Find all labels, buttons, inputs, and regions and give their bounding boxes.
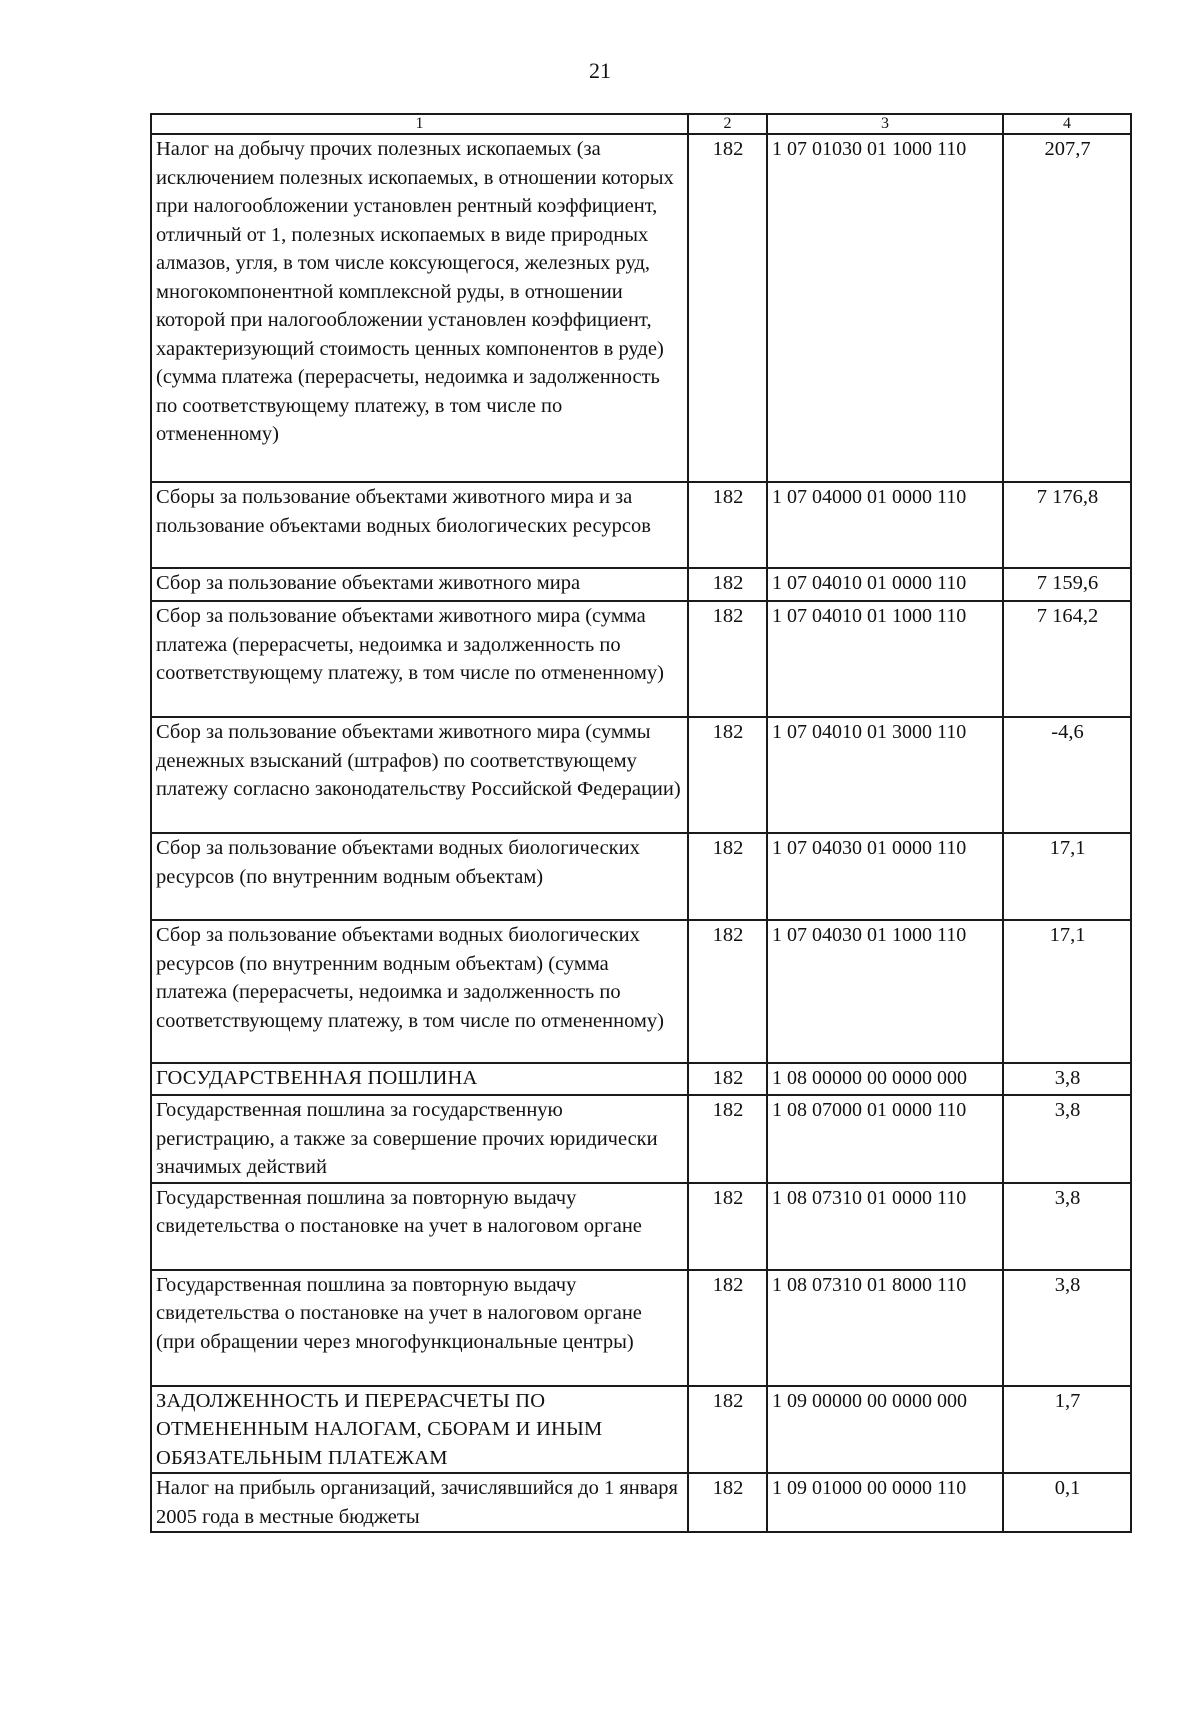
table-row xyxy=(151,1095,1131,1183)
row-amount: 1,7 xyxy=(1003,1386,1131,1474)
row-budget-code: 1 07 01030 01 1000 110 xyxy=(767,134,1003,482)
row-agency-code: 182 xyxy=(688,482,767,568)
row-agency-code: 182 xyxy=(688,1386,767,1474)
row-budget-code: 1 07 04010 01 1000 110 xyxy=(767,601,1003,717)
row-agency-code: 182 xyxy=(688,134,767,482)
row-amount: 17,1 xyxy=(1003,920,1131,1063)
table-row xyxy=(151,1473,1131,1532)
row-name: Сбор за пользование объектами водных биологических ресурсов (по внутренним водным объектам) xyxy=(151,833,688,920)
row-agency-code: 182 xyxy=(688,833,767,920)
row-agency-code: 182 xyxy=(688,1183,767,1270)
row-name: ГОСУДАРСТВЕННАЯ ПОШЛИНА xyxy=(151,1063,688,1095)
row-amount: -4,6 xyxy=(1003,717,1131,833)
table-row xyxy=(151,482,1131,568)
row-budget-code: 1 07 04010 01 3000 110 xyxy=(767,717,1003,833)
header-col-3: 3 xyxy=(767,114,1003,134)
table-row xyxy=(151,134,1131,482)
row-agency-code: 182 xyxy=(688,1095,767,1183)
row-name: ЗАДОЛЖЕННОСТЬ И ПЕРЕРАСЧЕТЫ ПО ОТМЕНЕННЫМ НАЛОГАМ, СБОРАМ И ИНЫМ ОБЯЗАТЕЛЬНЫМ ПЛАТЕЖАМ xyxy=(151,1386,688,1474)
header-col-4: 4 xyxy=(1003,114,1131,134)
row-amount: 207,7 xyxy=(1003,134,1131,482)
table-row xyxy=(151,1270,1131,1386)
row-agency-code: 182 xyxy=(688,1063,767,1095)
row-amount: 7 159,6 xyxy=(1003,568,1131,601)
table-row xyxy=(151,1386,1131,1474)
header-col-1: 1 xyxy=(151,114,688,134)
page-number: 21 xyxy=(589,58,611,83)
row-name: Сбор за пользование объектами животного мира (суммы денежных взысканий (штрафов) по соответствующему платежу согласно законодательству Российской Федерации) xyxy=(151,717,688,833)
table-header-row xyxy=(151,114,1131,134)
row-name: Сбор за пользование объектами водных биологических ресурсов (по внутренним водным объектам) (сумма платежа (перерасчеты, недоимка и задолженность по соответствующему платежу, в том числе по отмененному) xyxy=(151,920,688,1063)
row-amount: 3,8 xyxy=(1003,1270,1131,1386)
row-name: Сбор за пользование объектами животного мира xyxy=(151,568,688,601)
row-amount: 3,8 xyxy=(1003,1183,1131,1270)
row-name: Государственная пошлина за повторную выдачу свидетельства о постановке на учет в налоговом органе (при обращении через многофункциональные центры) xyxy=(151,1270,688,1386)
row-amount: 17,1 xyxy=(1003,833,1131,920)
row-amount: 3,8 xyxy=(1003,1095,1131,1183)
row-budget-code: 1 07 04030 01 1000 110 xyxy=(767,920,1003,1063)
budget-revenue-table xyxy=(150,113,1132,1533)
row-budget-code: 1 08 07000 01 0000 110 xyxy=(767,1095,1003,1183)
row-agency-code: 182 xyxy=(688,717,767,833)
row-name: Налог на добычу прочих полезных ископаемых (за исключением полезных ископаемых, в отношении которых при налогообложении установлен рентный коэффициент, отличный от 1, полезных ископаемых в виде природных алмазов, угля, в том числе коксующегося, железных руд, многокомпонентной комплексной руды, в отношении которой при налогообложении установлен коэффициент, характеризующий стоимость ценных компонентов в руде) (сумма платежа (перерасчеты, недоимка и задолженность по соответствующему платежу, в том числе по отмененному) xyxy=(151,134,688,482)
row-name: Налог на прибыль организаций, зачислявшийся до 1 января 2005 года в местные бюджеты xyxy=(151,1473,688,1532)
row-budget-code: 1 08 07310 01 0000 110 xyxy=(767,1183,1003,1270)
row-amount: 0,1 xyxy=(1003,1473,1131,1532)
table-row xyxy=(151,717,1131,833)
row-name: Государственная пошлина за государственную регистрацию, а также за совершение прочих юридически значимых действий xyxy=(151,1095,688,1183)
row-budget-code: 1 08 00000 00 0000 000 xyxy=(767,1063,1003,1095)
row-budget-code: 1 07 04000 01 0000 110 xyxy=(767,482,1003,568)
row-budget-code: 1 09 01000 00 0000 110 xyxy=(767,1473,1003,1532)
row-agency-code: 182 xyxy=(688,1270,767,1386)
row-name: Сбор за пользование объектами животного мира (сумма платежа (перерасчеты, недоимка и задолженность по соответствующему платежу, в том числе по отмененному) xyxy=(151,601,688,717)
row-agency-code: 182 xyxy=(688,601,767,717)
row-agency-code: 182 xyxy=(688,568,767,601)
header-col-2: 2 xyxy=(688,114,767,134)
table-row xyxy=(151,601,1131,717)
table-row xyxy=(151,920,1131,1063)
row-budget-code: 1 07 04010 01 0000 110 xyxy=(767,568,1003,601)
row-name: Государственная пошлина за повторную выдачу свидетельства о постановке на учет в налоговом органе xyxy=(151,1183,688,1270)
row-budget-code: 1 07 04030 01 0000 110 xyxy=(767,833,1003,920)
row-budget-code: 1 08 07310 01 8000 110 xyxy=(767,1270,1003,1386)
row-budget-code: 1 09 00000 00 0000 000 xyxy=(767,1386,1003,1474)
row-amount: 3,8 xyxy=(1003,1063,1131,1095)
table-row xyxy=(151,833,1131,920)
row-agency-code: 182 xyxy=(688,1473,767,1532)
table-row xyxy=(151,1063,1131,1095)
row-agency-code: 182 xyxy=(688,920,767,1063)
row-amount: 7 176,8 xyxy=(1003,482,1131,568)
table-row xyxy=(151,568,1131,601)
row-amount: 7 164,2 xyxy=(1003,601,1131,717)
row-name: Сборы за пользование объектами животного мира и за пользование объектами водных биологических ресурсов xyxy=(151,482,688,568)
table-row xyxy=(151,1183,1131,1270)
